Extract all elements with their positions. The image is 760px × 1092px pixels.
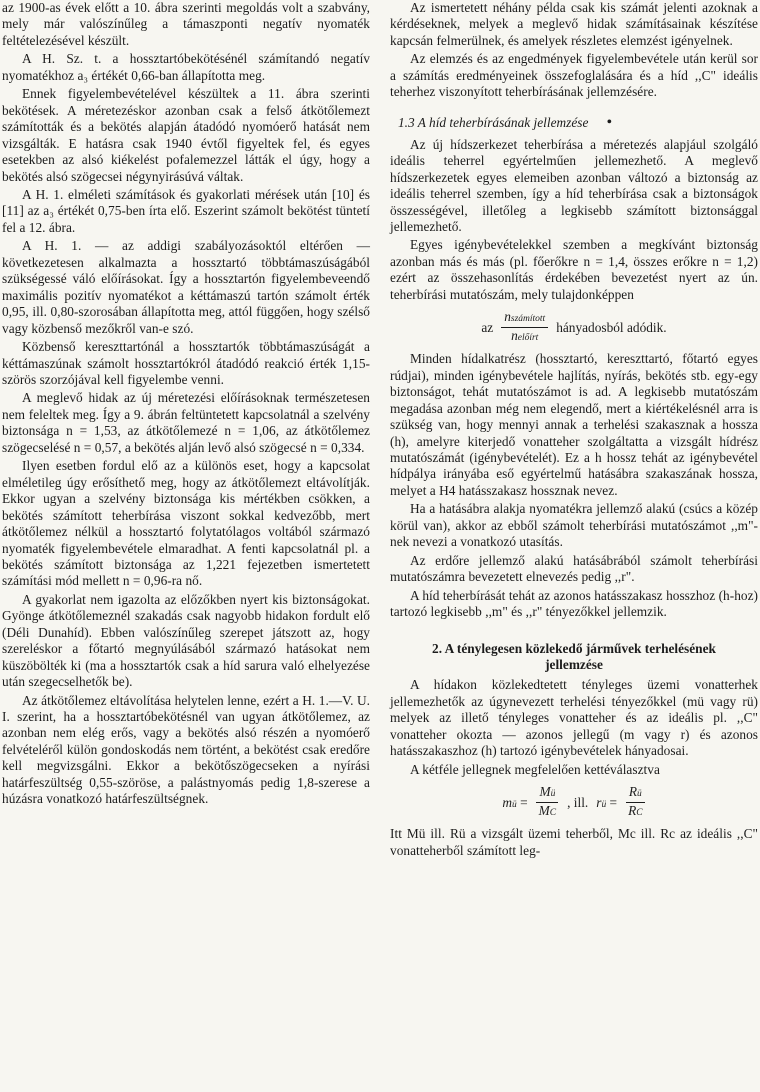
paragraph: Minden hídalkatrész (hossztartó, kereszttartó, főtartó egyes rúdjai), minden igénybevétele hajlítás, nyírás, bekötés stb. egy-egy biztonságot, tehát mutatószámot is ad. A legkisebb mutatószám megadása azonban még nem elegendő, mert a kiértékelésnél arra is szükség van, hogy mennyi annak a terhelési szakasznak a hossza (h), amelyre kiterjedő vonatteher szolgáltatta a vizsgált hídrész mutatószámát (igénybevételét). Ez a h hossz tehát az igénybevétel hídpálya irányába eső egyértelmű hatásábra szakaszának hossza, melyet a H4 hatásszakasz hossznak nevez.	[390, 351, 758, 498]
section-heading	[390, 641, 758, 674]
bullet-mark-icon: •	[606, 113, 612, 131]
paragraph: A kétféle jellegnek megfelelően kettéválasztva	[410, 761, 660, 777]
formula-lhs: rü =	[596, 794, 618, 810]
ratio-formula	[390, 309, 758, 346]
section-heading-line: 2. A ténylegesen közlekedő járművek terhelésének	[432, 640, 716, 656]
fraction-numerator: Mü	[536, 784, 558, 803]
fraction-denominator: MC	[538, 803, 557, 819]
paragraph: A híd teherbírását tehát az azonos hatásszakasz hosszhoz (h-hoz) tartozó legkisebb ,,m" és ,,r" tényezőkkel jellemzik.	[390, 587, 758, 620]
formula-lhs: mü =	[502, 794, 528, 810]
paragraph: Itt Mü ill. Rü a vizsgált üzemi teherből, Mc ill. Rc az ideális ,,C" vonatteherből számított leg-	[390, 826, 758, 858]
load-factor-formula	[390, 784, 758, 821]
paragraph: A meglevő hidak az új méretezési előírásoknak természetesen nem feleltek meg. Így a 9. ábrán feltüntetett kapcsolatnál a szelvény biztonsága n = 1,53, az átkötőlemezé n = 1,06, az átkötőlemez szögecselésé n = 0,57, a bekötés alján levő alsó szögecsé n = 0,334.	[2, 390, 370, 455]
paragraph: Ennek figyelembevételével készültek a 11. ábra szerinti bekötések. A méretezéskor azonban csak a felső átkötőlemezt számították és a bekötés alapján átadódó nyomóerő hatását nem vizsgálták. E hatásra csak 1940 évtől figyeltek fel, és egyes esetekben az alsó kiékelést pofalemezzel látták el úgy, hogy a bekötés alsó szögecsei négynyirásúvá váltak.	[2, 86, 370, 184]
fraction-denominator: nelőírt	[511, 328, 539, 344]
fraction-denominator: RC	[628, 803, 643, 819]
paragraph: A H. 1. — az addigi szabályozásoktól eltérően — következetesen alkalmazta a hossztartó többtámaszúságából szükségessé váló előírásokat. Így a hossztartón figyelembeveendő maximális pozitív nyomatékot a kéttámaszú tartón számolt érték 0,95, ill. 0,80-szorosában állapította meg, attól függően, hogy szélső vagy közbenső mezőkről van-e szó.	[2, 238, 370, 336]
paragraph: A H. 1. elméleti számítások és gyakorlati mérések után [10] és [11] az a₃ értékét 0,75-ben írta elő. Eszerint számolt bekötést tüntetí fel a 12. ábra.	[2, 186, 370, 235]
formula-fraction	[536, 784, 559, 821]
paragraph: Az elemzés és az engedmények figyelembevétele után kerül sor a számítás eredményeinek összefoglalására és a híd ,,C" ideális teherhez viszonyított teherbírásának jellemzésére.	[390, 51, 758, 100]
paragraph: Az átkötőlemez eltávolítása helytelen lenne, ezért a H. 1.—V. U. I. szerint, ha a hossztartóbekötésnél van ugyan átkötőlemez, az azonban nem elég erős, vagy a bekötés alsó részén a nyomóerő felvételéről külön gondoskodás nem történt, a bekötést csak eredőre kell megvizsgálni. Ekkor a bekötőszögecseken a nyírási határfeszültség 0,55-szöröse, a palástnyomás pedig 1,8-szerese a húzásra vonatkozó határfeszültségnek.	[2, 692, 370, 807]
right-column	[390, 0, 758, 859]
paragraph: az 1900-as évek előtt a 10. ábra szerinti megoldás volt a szabvány, mely már valószínűleg a támaszponti negatív nyomaték feltételezésével készült.	[2, 0, 370, 48]
paragraph: Ilyen esetben fordul elő az a különös eset, hogy a kapcsolat elméletileg úgy erősíthető meg, hogy az átkötőlemezt eltávolítják. Ekkor ugyan a szelvény biztonsága kis mértékben csökken, a bekötés számított teherbírása viszont sokkal kedvezőbb, mert átkötőlemez nélkül a hossztartó folytatólagos voltából származó nyomaték figyelembevétele elmaradhat. A fenti kapcsolatnál pl. a bekötés számított biztonsága az 1,221 fejezetben ismertetett számítási mód mellett n = 0,96-ra nő.	[2, 458, 370, 589]
paragraph: Az új hídszerkezet teherbírása a méretezés alapjául szolgáló ideális teherrel egyértelműen jellemezhető. A meglevő hídszerkezetek egyes elemeiben azonban változó a biztonság az ideális teherrel szemben, így a híd teherbírása csak a biztonságok összességével, illetőleg a legkisebb számított biztonsággal jellemezhető.	[390, 136, 758, 234]
section-heading	[398, 115, 758, 131]
section-heading-text: 1.3 A híd teherbírásának jellemzése	[398, 114, 589, 130]
paragraph: Az erdőre jellemző alakú hatásábrából számolt teherbírási mutatószámra bevezetett elnevezés pedig ,,r".	[390, 552, 758, 585]
paragraph: Ha a hatásábra alakja nyomatékra jellemző alakú (csúcs a közép körül van), akkor az ebből számolt teherbírási mutatószámot ,,m"-nek nevezi a vonatkozó utasítás.	[390, 501, 758, 550]
fraction-numerator: Rü	[626, 784, 645, 803]
formula-suffix: hányadosból adódik.	[556, 319, 667, 335]
formula-separator: , ill.	[567, 794, 589, 810]
paragraph: A H. Sz. t. a hossztartóbekötésénél számítandó negatív nyomatékhoz a₃ értékét 0,66-ban állapította meg.	[2, 51, 370, 83]
paragraph: Az ismertetett néhány példa csak kis számát jelenti azoknak a kérdéseknek, melyek a meglevő hidak számításainak készítése kapcsán felmerülnek, és amelyek részletes elemzést igényelnek.	[390, 0, 758, 48]
formula-fraction	[501, 309, 548, 346]
paragraph: Közbenső kereszttartónál a hossztartók többtámaszúságát a kéttámaszúnak számolt hossztartókról átadódó reakció érték 1,15-szörös szorzójával kell figyelembe venni.	[2, 339, 370, 387]
paragraph: A gyakorlat nem igazolta az előzőkben nyert kis biztonságokat. Gyönge átkötőlemeznél szakadás csak nagyobb hidakon fordult elő (Déli Dunahíd). Ebben valószínűleg szerepet játszott az, hogy szereléskor a főtartó megnyúlásából származó hatásokat nem küszöbölték ki (ma a hossztartók csak a híd sarura való elhelyezése után szegecselhetők be).	[2, 591, 370, 690]
section-heading-line: jellemzése	[545, 656, 603, 672]
paragraph: A hídakon közlekedtetett tényleges üzemi vonatterhek jellemezhetők az úgynevezett terhelési tényezőkkel (mü vagy rü) melyek az illető tényleges vonatteher és az ideális pl. ,,C" vonatteher okozta — azonos jellegű (m vagy r) és azonos hatásszakaszhoz (h) tartozó igénybevételek hányadosai.	[390, 677, 758, 759]
fraction-numerator: nszámított	[501, 309, 548, 328]
formula-fraction	[625, 784, 646, 821]
left-column	[2, 0, 370, 808]
paragraph: Egyes igénybevételekkel szemben a megkívánt biztonság azonban más és más (pl. főerőkre n = 1,4, összes erőkre n = 1,2) ezért az összehasonlítás érdekében bevezetést nyert az ún. teherbírási mutatószám, mely tulajdonképpen	[390, 237, 758, 302]
formula-prefix: az	[481, 319, 494, 335]
